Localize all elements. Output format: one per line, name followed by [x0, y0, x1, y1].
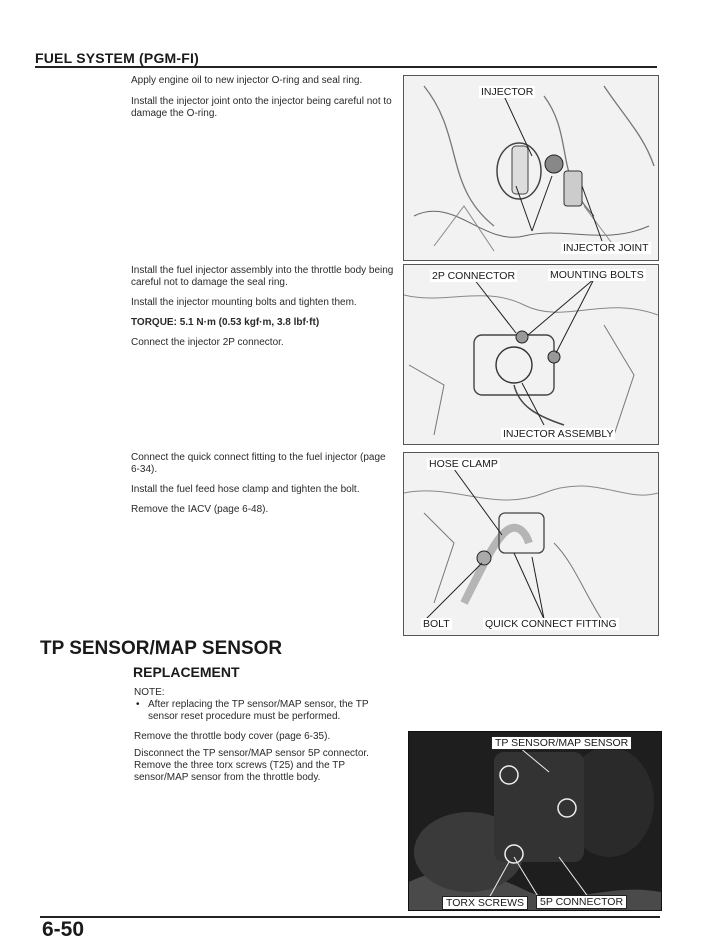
tp-sensor-section-title: TP SENSOR/MAP SENSOR	[40, 638, 283, 659]
remove-iacv-paragraph: Remove the IACV (page 6-48).	[131, 504, 269, 515]
injector-figure	[403, 75, 659, 261]
tp-map-sensor-label: TP SENSOR/MAP SENSOR	[491, 736, 632, 750]
apply-oil-paragraph: Apply engine oil to new injector O-ring and seal ring.	[131, 75, 363, 86]
quick-connect-label: QUICK CONNECT FITTING	[485, 618, 617, 630]
section2-text	[131, 265, 397, 349]
tp-sensor-photo-illustration	[409, 732, 661, 910]
bolt-label: BOLT	[423, 618, 450, 630]
injector-illustration	[404, 76, 658, 260]
install-injector-assembly-paragraph: Install the fuel injector assembly into the throttle body being careful not to damage the seal ring.	[131, 265, 394, 288]
hose-clamp-label: HOSE CLAMP	[429, 458, 498, 470]
tp-sensor-photo	[408, 731, 662, 911]
connect-quick-fitting-paragraph: Connect the quick connect fitting to the fuel injector (page 6-34).	[131, 452, 386, 475]
injector-joint-label: INJECTOR JOINT	[563, 242, 649, 254]
install-hose-clamp-paragraph: Install the fuel feed hose clamp and tighten the bolt.	[131, 484, 360, 495]
section1-text	[131, 75, 397, 120]
header-rule	[35, 66, 657, 68]
hose-clamp-figure	[403, 452, 659, 636]
torx-screws-label: TORX SCREWS	[442, 896, 528, 910]
page-number: 6-50	[42, 918, 85, 941]
injector-label: INJECTOR	[481, 86, 534, 98]
torque-spec: TORQUE: 5.1 N·m (0.53 kgf·m, 3.8 lbf·ft)	[131, 317, 320, 328]
2p-connector-label: 2P CONNECTOR	[432, 270, 516, 282]
injector-assembly-figure	[403, 264, 659, 445]
install-joint-paragraph: Install the injector joint onto the injector being careful not to damage the O-ring.	[131, 96, 392, 119]
note-label: NOTE:	[134, 687, 165, 698]
replacement-subtitle: REPLACEMENT	[133, 664, 240, 680]
injector-assembly-label: INJECTOR ASSEMBLY	[503, 428, 614, 440]
section3-text	[131, 452, 397, 516]
footer-rule	[40, 916, 660, 918]
mounting-bolts-label: MOUNTING BOLTS	[550, 269, 644, 281]
disconnect-sensor-paragraph: Disconnect the TP sensor/MAP sensor 5P connector. Remove the three torx screws (T25) and the TP sensor/MAP sensor from the throttle body.	[134, 748, 369, 783]
note-bullet-dot: •	[136, 699, 140, 710]
section-header-title: FUEL SYSTEM (PGM-FI)	[35, 50, 199, 66]
connect-2p-paragraph: Connect the injector 2P connector.	[131, 337, 284, 348]
install-bolts-paragraph: Install the injector mounting bolts and tighten them.	[131, 297, 357, 308]
note-bullet-text: After replacing the TP sensor/MAP sensor, the TP sensor reset procedure must be performed.	[148, 699, 369, 722]
injector-assembly-illustration	[404, 265, 658, 444]
5p-connector-label: 5P CONNECTOR	[536, 895, 627, 909]
hose-clamp-illustration	[404, 453, 658, 635]
remove-cover-paragraph: Remove the throttle body cover (page 6-35).	[134, 731, 331, 742]
